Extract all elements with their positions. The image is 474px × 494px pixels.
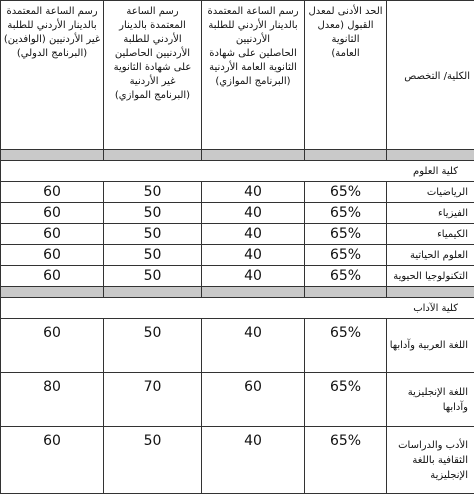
fee-cert: 50 xyxy=(104,224,202,245)
fee-parallel: 60 xyxy=(202,373,305,427)
fee-cert: 50 xyxy=(104,319,202,373)
fee-parallel: 40 xyxy=(202,245,305,266)
min-admission: 65% xyxy=(305,373,387,427)
table-row xyxy=(1,266,474,287)
fee-international: 60 xyxy=(1,245,104,266)
min-admission: 65% xyxy=(305,182,387,203)
separator-row xyxy=(1,287,474,298)
specialty-name: الرياضيات xyxy=(387,182,474,203)
fee-cert: 50 xyxy=(104,245,202,266)
min-admission: 65% xyxy=(305,266,387,287)
fee-cert: 50 xyxy=(104,427,202,494)
header-row xyxy=(1,1,474,150)
fee-cert: 50 xyxy=(104,182,202,203)
specialty-name: التكنولوجيا الحيوية xyxy=(387,266,474,287)
fee-parallel: 40 xyxy=(202,224,305,245)
table-row xyxy=(1,203,474,224)
table-row xyxy=(1,182,474,203)
header-fee-international: رسم الساعة المعتمدة بالدينار الأردني للطلبة غير الأردنيين (الوافدين) (البرنامج الدولي) xyxy=(1,1,104,150)
fee-parallel: 40 xyxy=(202,203,305,224)
specialty-name: الأدب والدراسات الثقافية باللغة الإنجليزية xyxy=(387,427,474,494)
fee-international: 60 xyxy=(1,266,104,287)
group-title: كلية الآداب xyxy=(1,298,474,319)
table-row xyxy=(1,427,474,494)
specialty-name: العلوم الحياتية xyxy=(387,245,474,266)
fee-cert: 50 xyxy=(104,203,202,224)
fee-parallel: 40 xyxy=(202,319,305,373)
fee-international: 60 xyxy=(1,182,104,203)
header-fee-jordanian-parallel: رسم الساعة المعتمدة بالدينار الأردني للطلبة الأردنيين الحاصلين على شهادة الثانوية العامة الأردنية (البرنامج الموازي) xyxy=(202,1,305,150)
min-admission: 65% xyxy=(305,319,387,373)
min-admission: 65% xyxy=(305,245,387,266)
specialty-name: الكيمياء xyxy=(387,224,474,245)
header-specialty: الكلية/ التخصص xyxy=(387,1,474,150)
table-row xyxy=(1,319,474,373)
specialty-name: اللغة العربية وآدابها xyxy=(387,319,474,373)
fee-international: 80 xyxy=(1,373,104,427)
group-row-science xyxy=(1,161,474,182)
min-admission: 65% xyxy=(305,203,387,224)
table-row xyxy=(1,373,474,427)
header-fee-nonjordanian-cert-parallel: رسم الساعة المعتمدة بالدينار الأردني للطلبة الأردنيين الحاصلين على شهادة الثانوية غير الأردنية (البرنامج الموازي) xyxy=(104,1,202,150)
group-title: كلية العلوم xyxy=(1,161,474,182)
fee-international: 60 xyxy=(1,319,104,373)
separator-row xyxy=(1,150,474,161)
fee-international: 60 xyxy=(1,224,104,245)
min-admission: 65% xyxy=(305,224,387,245)
header-min-admission: الحد الأدنى لمعدل القبول (معدل الثانوية العامة) xyxy=(305,1,387,150)
specialty-name: اللغة الإنجليزية وآدابها xyxy=(387,373,474,427)
fee-cert: 50 xyxy=(104,266,202,287)
min-admission: 65% xyxy=(305,427,387,494)
table-row xyxy=(1,224,474,245)
specialty-name: الفيزياء xyxy=(387,203,474,224)
fee-parallel: 40 xyxy=(202,266,305,287)
fee-parallel: 40 xyxy=(202,427,305,494)
fee-international: 60 xyxy=(1,203,104,224)
table-row xyxy=(1,245,474,266)
fee-cert: 70 xyxy=(104,373,202,427)
fee-international: 60 xyxy=(1,427,104,494)
fee-parallel: 40 xyxy=(202,182,305,203)
group-row-arts xyxy=(1,298,474,319)
